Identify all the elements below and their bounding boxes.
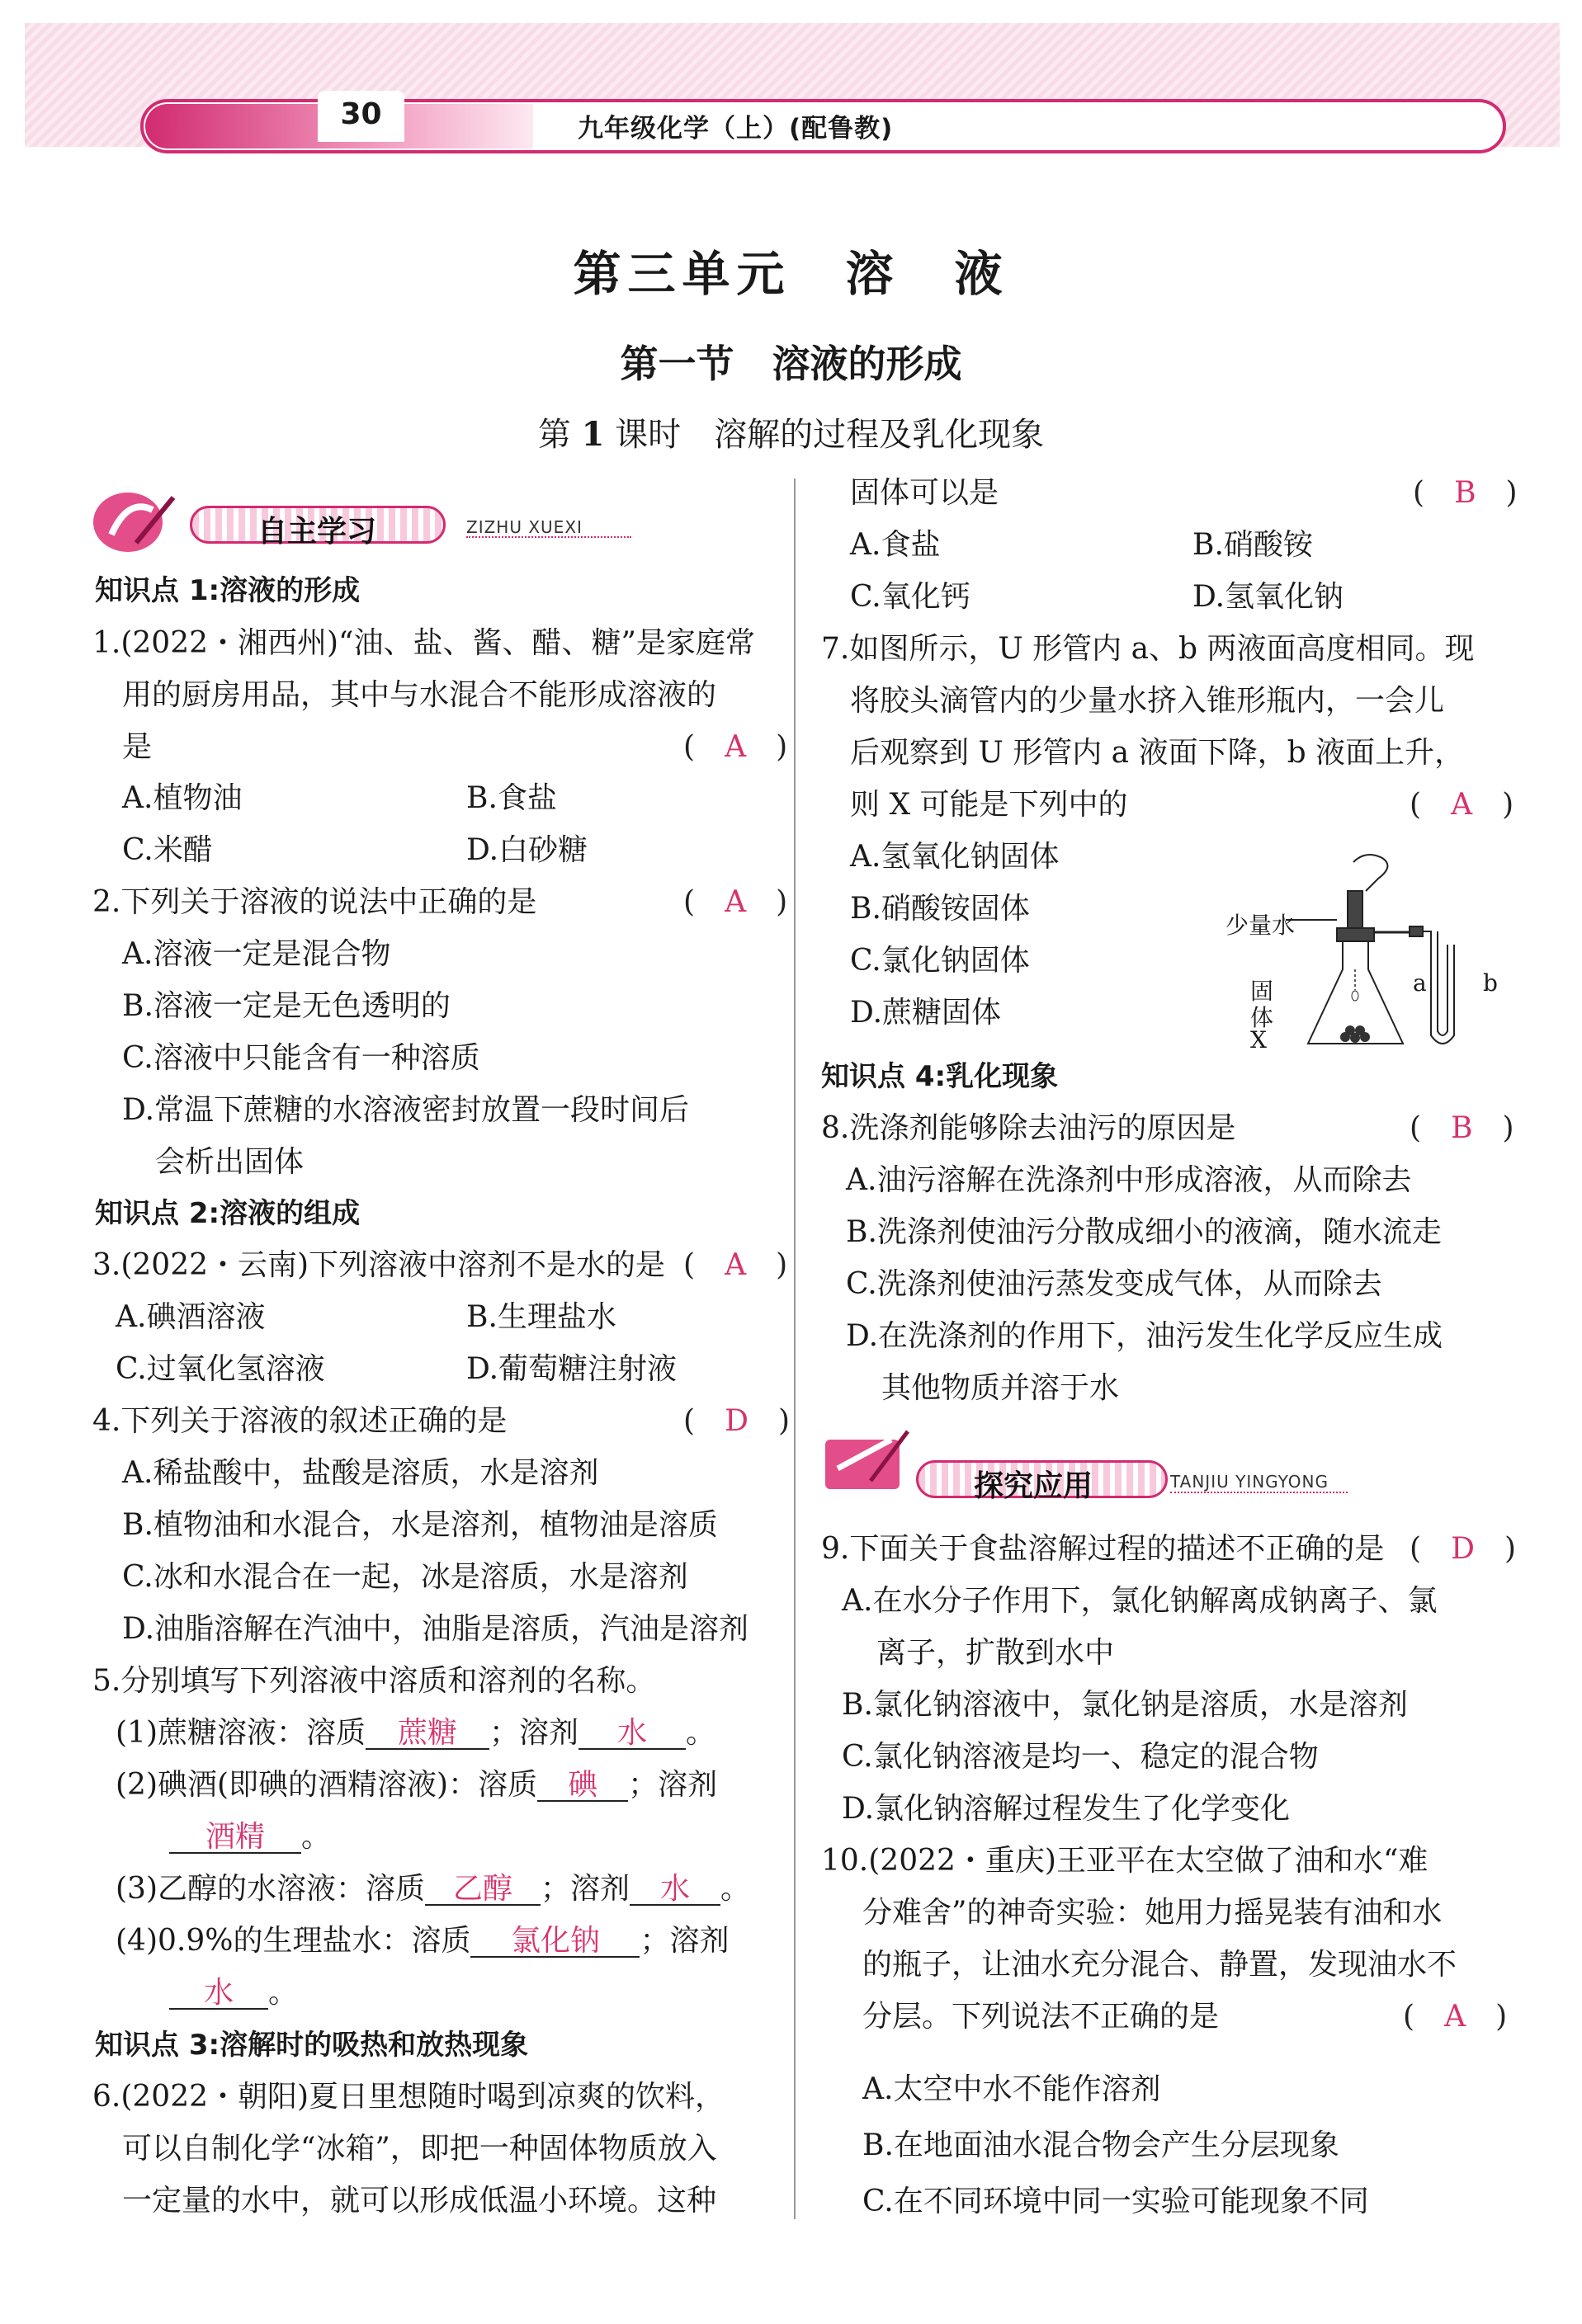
q6-text: 6.(2022・朝阳)夏日里想随时喝到凉爽的饮料， <box>92 2080 725 2114</box>
explore-banner <box>821 1423 912 1501</box>
figure-label-water: 少量水 <box>1225 912 1296 939</box>
q5-item-4: (4)0.9%的生理盐水：溶质 氯化钠 ；溶剂 <box>116 1924 730 1958</box>
option: B.氯化钠溶液中，氯化钠是溶质，水是溶剂 <box>842 1688 1408 1722</box>
option: D.氯化钠溶解过程发生了化学变化 <box>842 1792 1291 1826</box>
explore-pinyin: TANJIU YINGYONG <box>1170 1472 1329 1492</box>
option: B.洗涤剂使油污分散成细小的液滴，随水流走 <box>846 1215 1442 1249</box>
unit-title: 第三单元 溶 液 <box>573 246 1009 302</box>
option: A.稀盐酸中，盐酸是溶质，水是溶剂 <box>122 1456 599 1490</box>
pen-icon <box>91 485 182 559</box>
figure-label-solid: X <box>1250 1026 1267 1054</box>
q10-text: 分层。下列说法不正确的是 <box>862 2000 1220 2034</box>
q7-text: 则 X 可能是下列中的 <box>850 788 1128 822</box>
option: D.油脂溶解在汽油中，油脂是溶质，汽油是溶剂 <box>122 1612 749 1646</box>
book-title: 九年级化学（上）(配鲁教) <box>578 114 894 144</box>
q5-item-3: (3)乙醇的水溶液：溶质 乙醇 ；溶剂 水 。 <box>116 1872 751 1906</box>
self-study-pinyin: ZIZHU XUEXI <box>466 517 583 537</box>
option: D.蔗糖固体 <box>850 996 1002 1030</box>
column-divider <box>794 478 796 2219</box>
q8-answer: ( B ) <box>1410 1111 1514 1145</box>
q5-item-4-cont: 水 。 <box>169 1978 298 2010</box>
option: D.在洗涤剂的作用下，油污发生化学反应生成 <box>846 1319 1443 1353</box>
explore-label: 探究应用 <box>974 1469 1093 1503</box>
lesson-title: 第 1 课时 溶解的过程及乳化现象 <box>537 415 1045 454</box>
option: C.氯化钠固体 <box>850 944 1030 978</box>
option: A.碘酒溶液 <box>116 1300 266 1334</box>
q6-text: 一定量的水中，就可以形成低温小环境。这种 <box>122 2184 717 2218</box>
option: C.冰和水混合在一起，冰是溶质，水是溶剂 <box>122 1560 688 1594</box>
q1-text: 1.(2022・湘西州)“油、盐、酱、醋、糖”是家庭常 <box>92 626 755 660</box>
q5-item-1: (1)蔗糖溶液：溶质 蔗糖 ；溶剂 水 。 <box>116 1716 716 1750</box>
option: A.油污溶解在洗涤剂中形成溶液，从而除去 <box>846 1163 1412 1197</box>
figure-label-a: a <box>1413 969 1427 997</box>
q3-answer: ( A ) <box>683 1248 788 1282</box>
option: B.溶液一定是无色透明的 <box>122 989 451 1023</box>
q5-item-2: (2)碘酒(即碘的酒精溶液)：溶质 碘 ；溶剂 <box>116 1768 718 1802</box>
self-study-banner <box>91 485 182 563</box>
option: C.洗涤剂使油污蒸发变成气体，从而除去 <box>846 1267 1382 1301</box>
q7-answer: ( A ) <box>1410 788 1514 822</box>
self-study-arrow <box>466 536 631 538</box>
knowledge-point-2: 知识点 2:溶液的组成 <box>95 1197 361 1230</box>
q7-text: 后观察到 U 形管内 a 液面下降，b 液面上升， <box>850 736 1465 770</box>
q3-text: 3.(2022・云南)下列溶液中溶剂不是水的是 <box>92 1248 666 1282</box>
option: B.在地面油水混合物会产生分层现象 <box>862 2128 1339 2162</box>
q4-text: 4.下列关于溶液的叙述正确的是 <box>92 1404 508 1438</box>
option: D.白砂糖 <box>466 833 588 867</box>
q5-text: 5.分别填写下列溶液中溶质和溶剂的名称。 <box>92 1664 656 1698</box>
page-number: 30 <box>340 97 382 131</box>
self-study-label: 自主学习 <box>257 515 377 549</box>
option: A.在水分子作用下，氯化钠解离成钠离子、氯 <box>842 1584 1438 1618</box>
option: D.葡萄糖注射液 <box>466 1352 678 1386</box>
q10-text: 分难舍”的神奇实验：她用力摇晃装有油和水 <box>862 1896 1443 1930</box>
q10-text: 的瓶子，让油水充分混合、静置，发现油水不 <box>862 1948 1457 1982</box>
option-cont: 会析出固体 <box>155 1145 305 1179</box>
hand-icon <box>1353 855 1387 891</box>
option: A.太空中水不能作溶剂 <box>862 2072 1161 2106</box>
q9-text: 9.下面关于食盐溶解过程的描述不正确的是 <box>821 1532 1385 1566</box>
q10-answer: ( A ) <box>1403 2000 1508 2034</box>
q7-text: 将胶头滴管内的少量水挤入锥形瓶内，一会儿 <box>850 684 1445 718</box>
q7-text: 7.如图所示，U 形管内 a、b 两液面高度相同。现 <box>821 632 1475 666</box>
option: B.生理盐水 <box>466 1300 616 1334</box>
explore-arrow <box>1170 1492 1348 1493</box>
q4-answer: ( D ) <box>683 1404 790 1438</box>
option: B.植物油和水混合，水是溶剂，植物油是溶质 <box>122 1508 718 1542</box>
option: B.硝酸铵固体 <box>850 892 1030 926</box>
q1-text: 是 <box>122 730 153 764</box>
option: C.在不同环境中同一实验可能现象不同 <box>862 2185 1369 2218</box>
option: A.植物油 <box>122 781 243 815</box>
section-title: 第一节 溶液的形成 <box>620 342 962 386</box>
option: B.硝酸铵 <box>1192 528 1313 562</box>
option: A.氢氧化钠固体 <box>850 840 1060 874</box>
knowledge-point-3: 知识点 3:溶解时的吸热和放热现象 <box>95 2029 529 2062</box>
option: C.溶液中只能含有一种溶质 <box>122 1041 480 1075</box>
option-cont: 其他物质并溶于水 <box>881 1371 1120 1405</box>
q2-answer: ( A ) <box>683 885 788 919</box>
option: C.过氧化氢溶液 <box>116 1352 325 1386</box>
q6-text: 可以自制化学“冰箱”，即把一种固体物质放入 <box>122 2132 717 2166</box>
option: C.氧化钙 <box>850 580 970 614</box>
q10-text: 10.(2022・重庆)王亚平在太空做了油和水“难 <box>821 1844 1429 1878</box>
q9-answer: ( D ) <box>1410 1532 1516 1566</box>
knowledge-point-4: 知识点 4:乳化现象 <box>821 1060 1059 1093</box>
q6-cont: 固体可以是 <box>850 476 999 510</box>
option: A.食盐 <box>850 528 941 562</box>
q5-item-2-cont: 酒精 。 <box>169 1822 331 1854</box>
figure-label-solid: 固 <box>1250 978 1274 1005</box>
option: C.氯化钠溶液是均一、稳定的混合物 <box>842 1740 1319 1774</box>
option-cont: 离子，扩散到水中 <box>876 1636 1115 1670</box>
option: D.常温下蔗糖的水溶液密封放置一段时间后 <box>122 1093 690 1127</box>
q1-answer: ( A ) <box>683 730 788 764</box>
knowledge-point-1: 知识点 1:溶液的形成 <box>95 574 361 607</box>
option: C.米醋 <box>122 833 213 867</box>
option: B.食盐 <box>466 781 557 815</box>
notebook-pen-icon <box>821 1423 912 1497</box>
q6-answer: ( B ) <box>1413 476 1518 510</box>
q8-text: 8.洗涤剂能够除去油污的原因是 <box>821 1111 1236 1145</box>
figure-label-solid: 体 <box>1250 1004 1274 1031</box>
option: A.溶液一定是混合物 <box>122 937 391 971</box>
option: D.氢氧化钠 <box>1192 580 1344 614</box>
q2-text: 2.下列关于溶液的说法中正确的是 <box>92 885 537 919</box>
q1-text: 用的厨房用品，其中与水混合不能形成溶液的 <box>122 678 717 712</box>
figure-label-b: b <box>1483 969 1498 997</box>
